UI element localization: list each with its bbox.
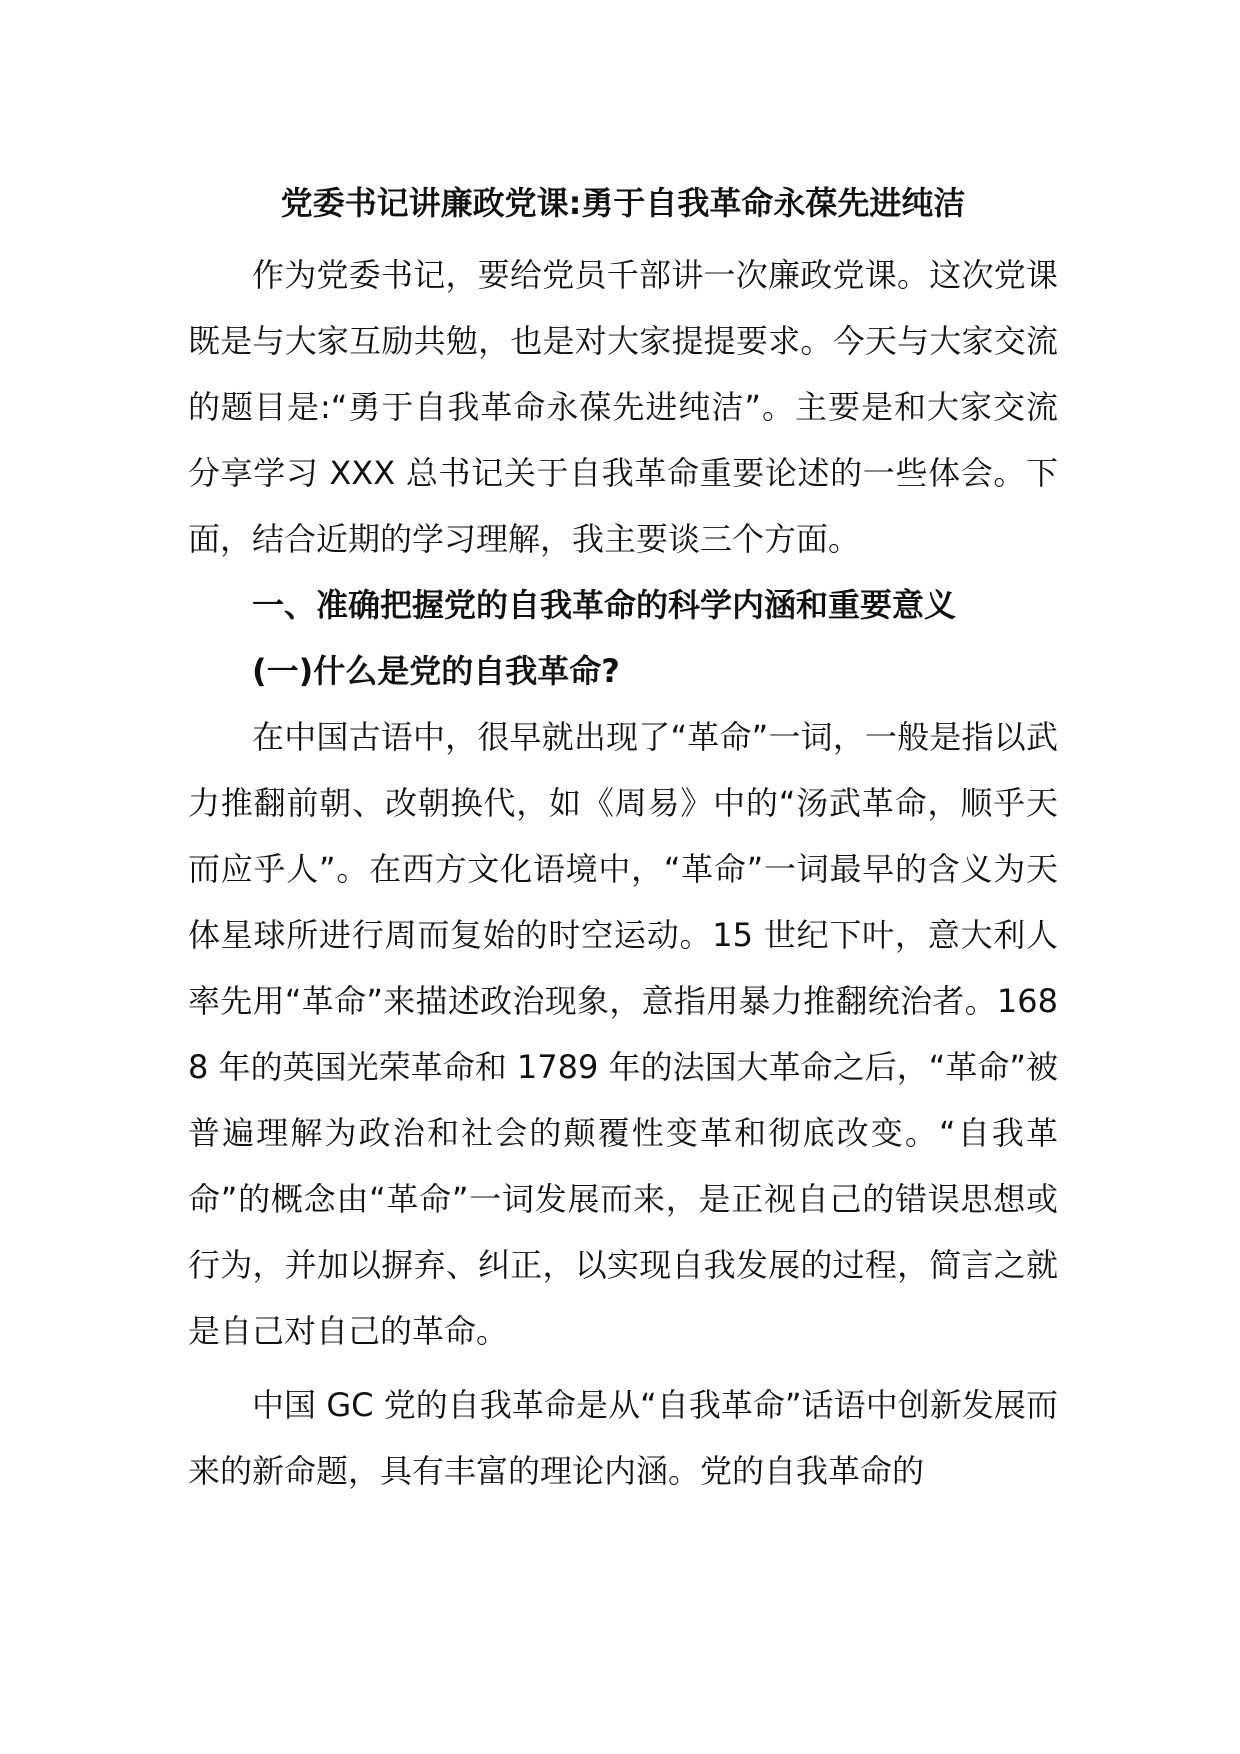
section-heading: 一、准确把握党的自我革命的科学内涵和重要意义 [252,586,957,624]
body-paragraph: 在中国古语中，很早就出现了“革命”一词，一般是指以武力推翻前朝、改朝换代，如《周易》中的“汤武革命，顺乎天而应乎人”。在西方文化语境中，“革命”一词最早的含义为天体星球所进行周而复始的时空运动。15 世纪下叶，意大利人率先用“革命”来描述政治现象，意指用暴力推翻统治者。1688 年的英国光荣革命和 1789 年的法国大革命之后，“革命”被普遍理解为政治和社会的颠覆性变革和彻底改变。“自我革命”的概念由“革命”一词发展而来，是正视自己的错误思想或行为，并加以摒弃、纠正，以实现自我发展的过程，简言之就是自己对自己的革命。 [188,718,1058,1350]
document-title: 党委书记讲廉政党课:勇于自我革命永葆先进纯洁 [280,184,966,222]
subsection-heading: (一)什么是党的自我革命? [252,652,620,690]
body-paragraph: 中国 GC 党的自我革命是从“自我革命”话语中创新发展而来的新命题，具有丰富的理论内涵。党的自我革命的 [188,1386,1058,1490]
intro-paragraph: 作为党委书记，要给党员千部讲一次廉政党课。这次党课既是与大家互励共勉，也是对大家提提要求。今天与大家交流的题目是:“勇于自我革命永葆先进纯洁”。主要是和大家交流分享学习 XXX 总书记关于自我革命重要论述的一些体会。下面，结合近期的学习理解，我主要谈三个方面。 [188,256,1058,558]
document-body [188,178,1058,1504]
